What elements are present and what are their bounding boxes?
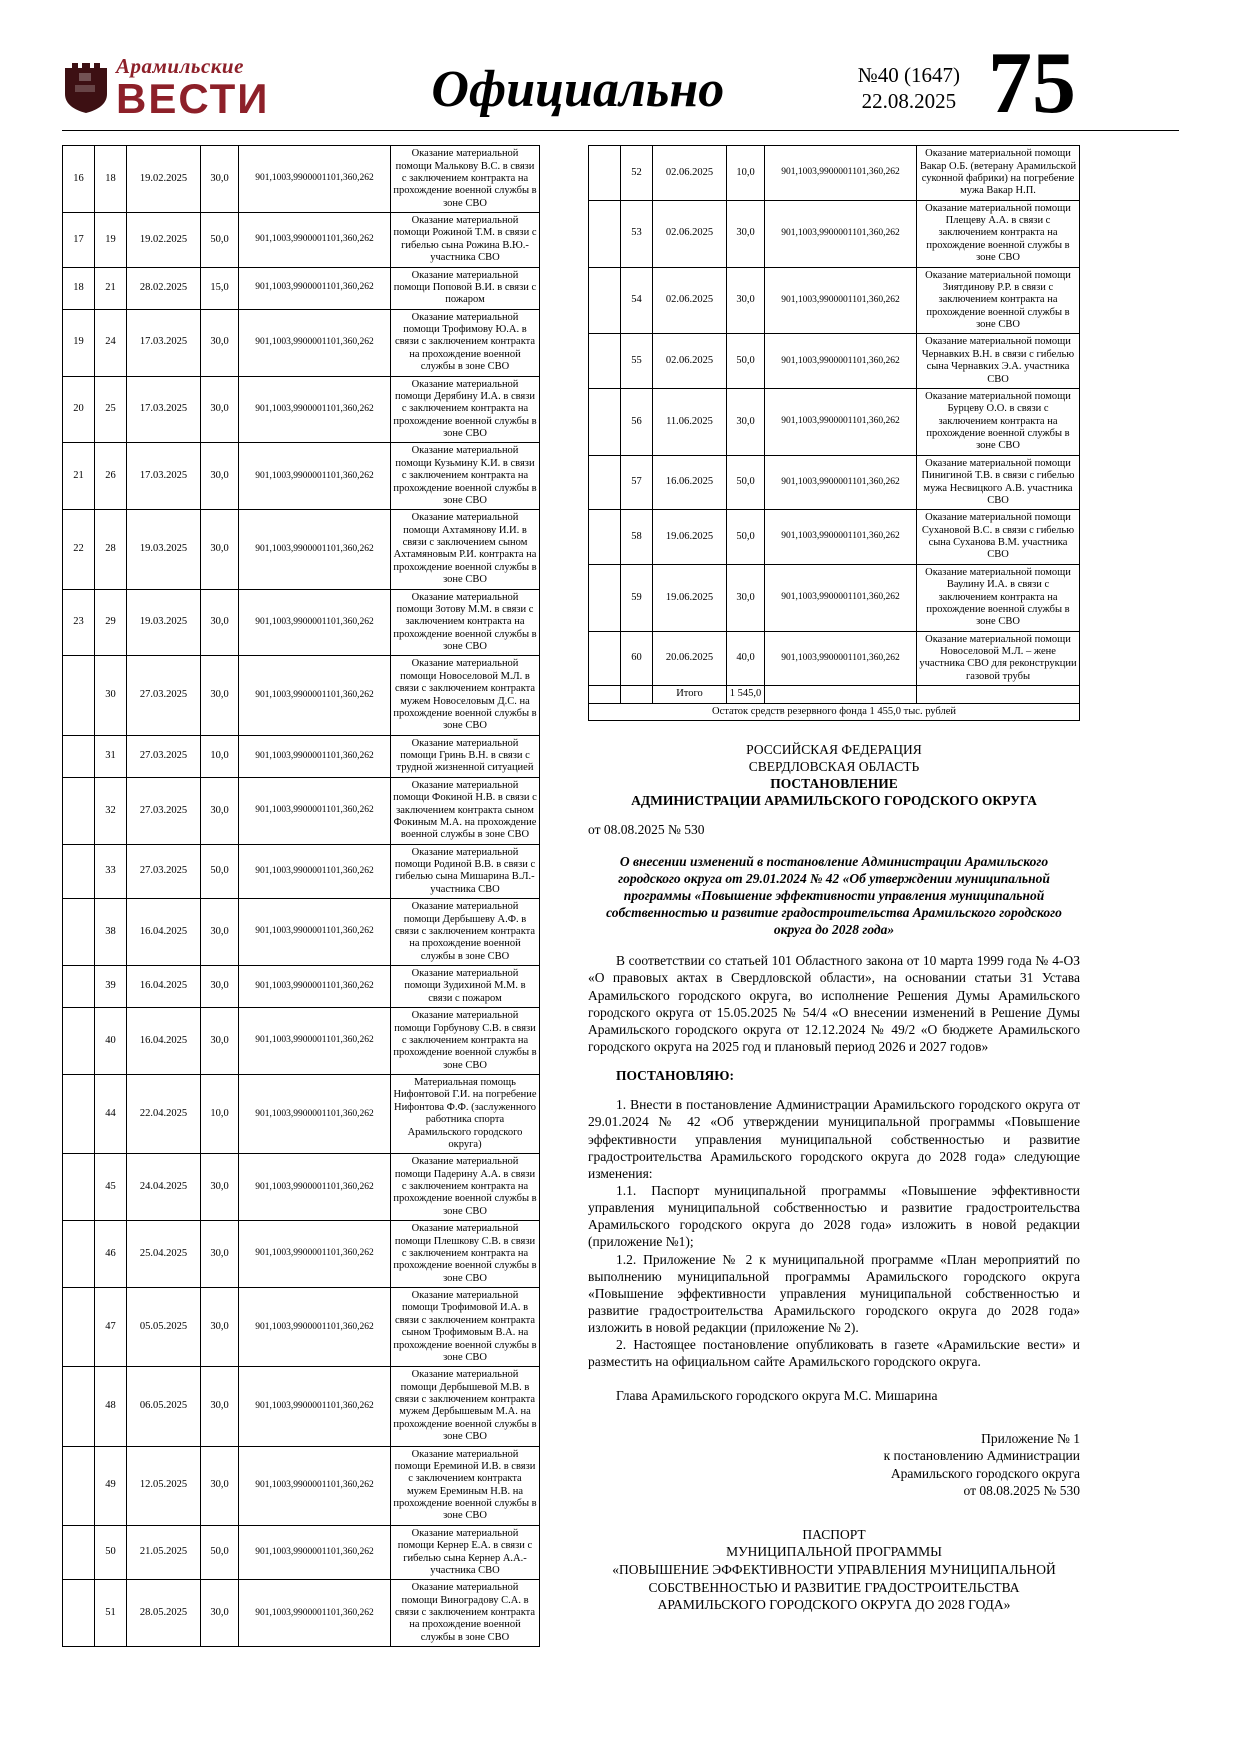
cell-desc: Оказание материальной помощи Ереминой И.В. в связи с заключением контракта мужем Ереминым Н.В. на прохождение военной службы в зоне СВО: [391, 1446, 540, 1525]
cell-desc: Оказание материальной помощи Падерину А.А. в связи с заключением контракта на прохождение военной службы в зоне СВО: [391, 1154, 540, 1221]
cell-desc: Оказание материальной помощи Плещеву А.А. в связи с заключением контракта на прохождение военной службы в зоне СВО: [917, 200, 1080, 267]
table-row: [63, 966, 540, 1008]
cell-amount: 30,0: [201, 1154, 239, 1221]
cell-desc: Оказание материальной помощи Горбунову С.В. в связи с заключением контракта на прохождение военной службы в зоне СВО: [391, 1008, 540, 1075]
passport-line: АРАМИЛЬСКОГО ГОРОДСКОГО ОКРУГА ДО 2028 ГОДА»: [657, 1597, 1011, 1613]
cell-date: 19.03.2025: [127, 510, 201, 589]
table-row: [63, 1367, 540, 1446]
cell-amount: 30,0: [201, 966, 239, 1008]
cell-amount: 30,0: [201, 146, 239, 213]
cell-code: 901,1003,9900001101,360,262: [765, 510, 917, 565]
cell-n2: 56: [621, 388, 653, 455]
cell-amount: 30,0: [201, 589, 239, 656]
cell-amount: 30,0: [201, 1008, 239, 1075]
cell-n1: [63, 1075, 95, 1154]
cell-code: 901,1003,9900001101,360,262: [239, 443, 391, 510]
cell-desc: Материальная помощь Нифонтовой Г.И. на погребение Нифонтова Ф.Ф. (заслуженного работника спорта Арамильского городского округа): [391, 1075, 540, 1154]
cell-amount: 30,0: [201, 309, 239, 376]
cell-date: 22.04.2025: [127, 1075, 201, 1154]
cell-n2: 29: [95, 589, 127, 656]
table-row: [589, 267, 1080, 334]
cell-n2: 51: [95, 1580, 127, 1647]
cell-code: 901,1003,9900001101,360,262: [239, 1221, 391, 1288]
cell-code: 901,1003,9900001101,360,262: [239, 267, 391, 309]
cell-n2: 39: [95, 966, 127, 1008]
decree-resolve-label: ПОСТАНОВЛЯЮ:: [616, 1068, 734, 1084]
cell-date: 16.04.2025: [127, 899, 201, 966]
annex-line: от 08.08.2025 № 530: [963, 1483, 1080, 1499]
cell-date: 20.06.2025: [653, 631, 727, 686]
decree-date-line: от 08.08.2025 № 530: [588, 822, 705, 838]
cell-date: 02.06.2025: [653, 267, 727, 334]
decree-paragraph: 2. Настоящее постановление опубликовать в газете «Арамильские вести» и разместить на официальном сайте Арамильского городского округа.: [588, 1337, 1080, 1370]
cell-code: 901,1003,9900001101,360,262: [765, 564, 917, 631]
cell-amount: 10,0: [727, 146, 765, 201]
cell-amount: 50,0: [727, 455, 765, 510]
cell-desc: Оказание материальной помощи Чернавких В.Н. в связи с гибелью сына Чернавких Э.А. участника СВО: [917, 334, 1080, 389]
cell-amount: 50,0: [727, 334, 765, 389]
total-empty-cell: [917, 686, 1080, 703]
table-row: [63, 376, 540, 443]
cell-n1: [63, 1446, 95, 1525]
decree-heading: [588, 741, 1080, 810]
cell-date: 28.02.2025: [127, 267, 201, 309]
masthead: [0, 35, 1241, 132]
cell-desc: Оказание материальной помощи Рожиной Т.М. в связи с гибелью сына Рожина В.Ю.- участника СВО: [391, 213, 540, 268]
cell-date: 06.05.2025: [127, 1367, 201, 1446]
cell-n1: [63, 1580, 95, 1647]
cell-n2: 57: [621, 455, 653, 510]
cell-n1: [589, 200, 621, 267]
cell-n1: [589, 564, 621, 631]
cell-desc: Оказание материальной помощи Кузьмину К.И. в связи с заключением контракта на прохождение военной службы в зоне СВО: [391, 443, 540, 510]
cell-n1: [63, 1367, 95, 1446]
right-column: [588, 145, 1080, 1613]
cell-amount: 30,0: [201, 1288, 239, 1367]
cell-code: 901,1003,9900001101,360,262: [765, 200, 917, 267]
table-row: [589, 631, 1080, 686]
cell-code: 901,1003,9900001101,360,262: [239, 309, 391, 376]
cell-n2: 40: [95, 1008, 127, 1075]
cell-amount: 30,0: [201, 443, 239, 510]
cell-desc: Оказание материальной помощи Виноградову С.А. в связи с заключением контракта на прохождение военной службы в зоне СВО: [391, 1580, 540, 1647]
table-row: [63, 656, 540, 735]
table-row: [589, 510, 1080, 565]
cell-date: 19.06.2025: [653, 564, 727, 631]
cell-n2: 60: [621, 631, 653, 686]
cell-n2: 49: [95, 1446, 127, 1525]
cell-desc: Оказание материальной помощи Зиятдинову Р.Р. в связи с заключением контракта на прохождение военной службы в зоне СВО: [917, 267, 1080, 334]
cell-desc: Оказание материальной помощи Новоселовой М.Л. – жене участника СВО для реконструкции газовой трубы: [917, 631, 1080, 686]
cell-n2: 53: [621, 200, 653, 267]
cell-amount: 30,0: [201, 1221, 239, 1288]
table-row: [63, 844, 540, 899]
cell-desc: Оказание материальной помощи Дербышеву А.Ф. в связи с заключением контракта на прохождение военной службы в зоне СВО: [391, 899, 540, 966]
total-value: 1 545,0: [727, 686, 765, 703]
cell-n2: 58: [621, 510, 653, 565]
decree-paragraph: 1. Внести в постановление Администрации Арамильского городского округа от 29.01.2024 № 42 «Об утверждении муниципальной программы «Повышение эффективности управления муниципальной собственностью и развитие градостроительства Арамильского городского округа до 2028 года» следующие изменения:: [588, 1097, 1080, 1181]
cell-desc: Оказание материальной помощи Бурцеву О.О. в связи с заключением контракта на прохождение военной службы в зоне СВО: [917, 388, 1080, 455]
cell-date: 24.04.2025: [127, 1154, 201, 1221]
cell-code: 901,1003,9900001101,360,262: [765, 631, 917, 686]
cell-n1: 21: [63, 443, 95, 510]
table-row: [63, 1580, 540, 1647]
cell-desc: Оказание материальной помощи Малькову В.С. в связи с заключением контракта на прохождение военной службы в зоне СВО: [391, 146, 540, 213]
table-row: [589, 146, 1080, 201]
cell-code: 901,1003,9900001101,360,262: [239, 589, 391, 656]
content-columns: [0, 145, 1241, 1647]
cell-date: 19.02.2025: [127, 213, 201, 268]
brand-name-bottom: ВЕСТИ: [116, 75, 270, 123]
passport-line: МУНИЦИПАЛЬНОЙ ПРОГРАММЫ: [726, 1544, 942, 1560]
table-row: [63, 777, 540, 844]
cell-code: 901,1003,9900001101,360,262: [239, 1008, 391, 1075]
cell-n2: 32: [95, 777, 127, 844]
cell-amount: 50,0: [201, 1525, 239, 1580]
table-row: [63, 1525, 540, 1580]
cell-code: 901,1003,9900001101,360,262: [239, 966, 391, 1008]
payments-table-right: [588, 145, 1080, 721]
cell-date: 25.04.2025: [127, 1221, 201, 1288]
decree-preamble: В соответствии со статьей 101 Областного закона от 10 марта 1999 года № 4-ОЗ «О правовых актах в Свердловской области», на основании статьи 31 Устава Арамильского городского округа, во исполнение Решения Думы Арамильского городского округа от 15.05.2025 № 54/4 «О внесении изменений в Решение Думы Арамильского городского округа от 12.12.2024 № 49/2 «О бюджете Арамильского городского округа на 2025 год и плановый период 2026 и 2027 годов»: [588, 953, 1080, 1055]
cell-date: 16.06.2025: [653, 455, 727, 510]
table-row: [589, 455, 1080, 510]
cell-date: 02.06.2025: [653, 146, 727, 201]
cell-n2: 28: [95, 510, 127, 589]
cell-desc: Оказание материальной помощи Трофимову Ю.А. в связи с заключением контракта на прохождение военной службы в зоне СВО: [391, 309, 540, 376]
cell-date: 28.05.2025: [127, 1580, 201, 1647]
cell-code: 901,1003,9900001101,360,262: [239, 777, 391, 844]
cell-code: 901,1003,9900001101,360,262: [765, 267, 917, 334]
decree-heading-line: АДМИНИСТРАЦИИ АРАМИЛЬСКОГО ГОРОДСКОГО ОКРУГА: [631, 793, 1037, 809]
cell-date: 16.04.2025: [127, 1008, 201, 1075]
table-row: [589, 200, 1080, 267]
table-row: [63, 1075, 540, 1154]
cell-n2: 26: [95, 443, 127, 510]
cell-amount: 30,0: [727, 388, 765, 455]
cell-code: 901,1003,9900001101,360,262: [239, 1367, 391, 1446]
cell-amount: 30,0: [727, 267, 765, 334]
newspaper-brand: [62, 54, 298, 123]
cell-n2: 24: [95, 309, 127, 376]
table-row: [589, 564, 1080, 631]
payments-table-summary: [589, 686, 1080, 721]
table-row: [63, 899, 540, 966]
table-row: [63, 1288, 540, 1367]
cell-n2: 52: [621, 146, 653, 201]
cell-amount: 30,0: [727, 564, 765, 631]
cell-code: 901,1003,9900001101,360,262: [765, 334, 917, 389]
cell-amount: 30,0: [201, 656, 239, 735]
cell-n1: 17: [63, 213, 95, 268]
cell-code: 901,1003,9900001101,360,262: [239, 1288, 391, 1367]
cell-n1: [63, 777, 95, 844]
decree-heading-line: СВЕРДЛОВСКАЯ ОБЛАСТЬ: [748, 759, 920, 775]
cell-n1: [63, 1154, 95, 1221]
payments-table-right-body: [589, 146, 1080, 686]
cell-amount: 50,0: [201, 213, 239, 268]
cell-n2: 46: [95, 1221, 127, 1288]
cell-n1: 23: [63, 589, 95, 656]
cell-date: 11.06.2025: [653, 388, 727, 455]
total-empty-cell: [589, 686, 621, 703]
total-row: [589, 686, 1080, 703]
cell-n2: 59: [621, 564, 653, 631]
cell-code: 901,1003,9900001101,360,262: [239, 735, 391, 777]
cell-n2: 47: [95, 1288, 127, 1367]
cell-n2: 19: [95, 213, 127, 268]
cell-n2: 38: [95, 899, 127, 966]
decree-heading-line: ПОСТАНОВЛЕНИЕ: [770, 776, 898, 792]
cell-desc: Оказание материальной помощи Трофимовой И.А. в связи с заключением контракта сыном Трофимовым В.А. на прохождение военной службы в зоне СВО: [391, 1288, 540, 1367]
cell-amount: 10,0: [201, 735, 239, 777]
decree-heading-line: РОССИЙСКАЯ ФЕДЕРАЦИЯ: [746, 741, 922, 757]
cell-n2: 50: [95, 1525, 127, 1580]
table-row: [63, 1221, 540, 1288]
cell-desc: Оказание материальной помощи Зудихиной М.М. в связи с пожаром: [391, 966, 540, 1008]
total-label: Итого: [653, 686, 727, 703]
cell-code: 901,1003,9900001101,360,262: [239, 899, 391, 966]
cell-code: 901,1003,9900001101,360,262: [765, 146, 917, 201]
cell-amount: 30,0: [201, 510, 239, 589]
cell-desc: Оказание материальной помощи Ваулину И.А. в связи с заключением контракта на прохождение военной службы в зоне СВО: [917, 564, 1080, 631]
cell-n1: [589, 146, 621, 201]
cell-code: 901,1003,9900001101,360,262: [765, 388, 917, 455]
annex-line: к постановлению Администрации: [883, 1448, 1080, 1464]
table-row: [589, 334, 1080, 389]
cell-n1: [589, 388, 621, 455]
section-title: Официально: [431, 61, 725, 119]
decree-document: [588, 741, 1080, 1614]
cell-n2: 45: [95, 1154, 127, 1221]
cell-n1: [63, 656, 95, 735]
cell-desc: Оказание материальной помощи Фокиной Н.В. в связи с заключением контракта сыном Фокиным М.А. на прохождение военной службы в зоне СВО: [391, 777, 540, 844]
cell-n1: [589, 455, 621, 510]
left-column: [62, 145, 540, 1647]
cell-amount: 30,0: [201, 1446, 239, 1525]
cell-date: 19.06.2025: [653, 510, 727, 565]
cell-date: 02.06.2025: [653, 334, 727, 389]
annex-block: [588, 1430, 1080, 1500]
cell-desc: Оказание материальной помощи Кернер Е.А. в связи с гибелью сына Кернер А.А.- участника СВО: [391, 1525, 540, 1580]
table-row: [63, 443, 540, 510]
cell-date: 12.05.2025: [127, 1446, 201, 1525]
cell-n1: [63, 1525, 95, 1580]
total-empty-cell: [621, 686, 653, 703]
cell-n2: 18: [95, 146, 127, 213]
reserve-note-row: [589, 703, 1080, 720]
cell-n2: 25: [95, 376, 127, 443]
cell-n1: [63, 1008, 95, 1075]
cell-desc: Оказание материальной помощи Зотову М.М. в связи с заключением контракта на прохождение военной службы в зоне СВО: [391, 589, 540, 656]
cell-date: 27.03.2025: [127, 735, 201, 777]
city-emblem-icon: [62, 61, 108, 115]
cell-n1: [63, 1288, 95, 1367]
table-row: [63, 146, 540, 213]
cell-desc: Оказание материальной помощи Плешкову С.В. в связи с заключением контракта на прохождение военной службы в зоне СВО: [391, 1221, 540, 1288]
cell-date: 21.05.2025: [127, 1525, 201, 1580]
table-row: [63, 1008, 540, 1075]
cell-date: 17.03.2025: [127, 443, 201, 510]
cell-amount: 30,0: [727, 200, 765, 267]
cell-code: 901,1003,9900001101,360,262: [239, 1075, 391, 1154]
cell-n1: 22: [63, 510, 95, 589]
cell-desc: Оказание материальной помощи Дерябину И.А. в связи с заключением контракта на прохождение военной службы в зоне СВО: [391, 376, 540, 443]
cell-n1: [589, 334, 621, 389]
cell-amount: 50,0: [727, 510, 765, 565]
cell-desc: Оказание материальной помощи Пинигиной Т.В. в связи с гибелью мужа Несвицкого А.В. участника СВО: [917, 455, 1080, 510]
table-row: [63, 309, 540, 376]
cell-code: 901,1003,9900001101,360,262: [239, 510, 391, 589]
table-row: [63, 510, 540, 589]
table-row: [63, 1154, 540, 1221]
cell-n2: 44: [95, 1075, 127, 1154]
cell-code: 901,1003,9900001101,360,262: [239, 1154, 391, 1221]
table-row: [63, 267, 540, 309]
cell-desc: Оказание материальной помощи Родиной В.В. в связи с гибелью сына Мишарина В.Л.- участника СВО: [391, 844, 540, 899]
cell-n1: 19: [63, 309, 95, 376]
cell-n2: 33: [95, 844, 127, 899]
decree-paragraph: 1.2. Приложение № 2 к муниципальной программе «План мероприятий по выполнению муниципальной программы Арамильского городского округа «Повышение эффективности управления муниципальной собственностью и развитие градостроительства Арамильского городского округа до 2028 года» изложить в новой редакции (приложение № 2).: [588, 1251, 1080, 1336]
cell-date: 19.02.2025: [127, 146, 201, 213]
cell-code: 901,1003,9900001101,360,262: [239, 376, 391, 443]
cell-code: 901,1003,9900001101,360,262: [765, 455, 917, 510]
passport-line: ПАСПОРТ: [802, 1526, 866, 1542]
issue-number: №40 (1647): [857, 62, 960, 87]
brand-name-top: Арамильские: [116, 54, 244, 79]
cell-n2: 21: [95, 267, 127, 309]
table-row: [63, 735, 540, 777]
cell-desc: Оказание материальной помощи Вакар О.Б. (ветерану Арамильской суконной фабрики) на погребение мужа Вакар Н.П.: [917, 146, 1080, 201]
reserve-note: Остаток средств резервного фонда 1 455,0 тыс. рублей: [589, 703, 1080, 720]
decree-signature: Глава Арамильского городского округа М.С. Мишарина: [616, 1387, 938, 1403]
cell-n1: 16: [63, 146, 95, 213]
passport-line: СОБСТВЕННОСТЬЮ И РАЗВИТИЕ ГРАДОСТРОИТЕЛЬСТВА: [648, 1579, 1020, 1595]
cell-n1: 18: [63, 267, 95, 309]
cell-desc: Оказание материальной помощи Сухановой В.С. в связи с гибелью сына Суханова В.М. участника СВО: [917, 510, 1080, 565]
cell-amount: 30,0: [201, 1367, 239, 1446]
cell-amount: 10,0: [201, 1075, 239, 1154]
annex-line: Арамильского городского округа: [890, 1465, 1080, 1481]
cell-code: 901,1003,9900001101,360,262: [239, 656, 391, 735]
decree-paragraph: 1.1. Паспорт муниципальной программы «Повышение эффективности управления муниципальной собственностью и развитие градостроительства Арамильского городского округа до 2028 года» изложить в новой редакции (приложение №1);: [588, 1183, 1080, 1250]
table-row: [63, 1446, 540, 1525]
cell-code: 901,1003,9900001101,360,262: [239, 213, 391, 268]
cell-amount: 30,0: [201, 1580, 239, 1647]
payments-table-left: [62, 145, 540, 1647]
issue-info: [858, 62, 960, 121]
cell-desc: Оказание материальной помощи Новоселовой М.Л. в связи с заключением контракта мужем Новоселовым Д.С. на прохождение военной службы в зоне СВО: [391, 656, 540, 735]
cell-amount: 30,0: [201, 899, 239, 966]
issue-date: 22.08.2025: [861, 88, 957, 113]
cell-date: 27.03.2025: [127, 777, 201, 844]
cell-n1: 20: [63, 376, 95, 443]
cell-desc: Оказание материальной помощи Дербышевой М.В. в связи с заключением контракта мужем Дербышевым М.А. на прохождение военной службы в зоне СВО: [391, 1367, 540, 1446]
cell-n1: [63, 844, 95, 899]
cell-amount: 15,0: [201, 267, 239, 309]
cell-date: 27.03.2025: [127, 844, 201, 899]
table-row: [589, 388, 1080, 455]
cell-n1: [63, 899, 95, 966]
cell-date: 17.03.2025: [127, 309, 201, 376]
payments-table-left-body: [63, 146, 540, 1647]
page-number: 75: [988, 35, 1076, 132]
cell-date: 05.05.2025: [127, 1288, 201, 1367]
cell-code: 901,1003,9900001101,360,262: [239, 1580, 391, 1647]
cell-desc: Оказание материальной помощи Гринь В.Н. в связи с трудной жизненной ситуацией: [391, 735, 540, 777]
cell-n1: [63, 735, 95, 777]
table-row: [63, 589, 540, 656]
cell-code: 901,1003,9900001101,360,262: [239, 1446, 391, 1525]
cell-date: 16.04.2025: [127, 966, 201, 1008]
cell-desc: Оказание материальной помощи Поповой В.И. в связи с пожаром: [391, 267, 540, 309]
passport-line: «ПОВЫШЕНИЕ ЭФФЕКТИВНОСТИ УПРАВЛЕНИЯ МУНИЦИПАЛЬНОЙ: [612, 1561, 1056, 1577]
cell-date: 27.03.2025: [127, 656, 201, 735]
table-row: [63, 213, 540, 268]
cell-n1: [589, 267, 621, 334]
cell-n2: 54: [621, 267, 653, 334]
cell-amount: 50,0: [201, 844, 239, 899]
cell-desc: Оказание материальной помощи Ахтамянову И.И. в связи с заключением сыном Ахтамяновым Р.И. контракта на прохождение военной службы в зоне СВО: [391, 510, 540, 589]
cell-date: 02.06.2025: [653, 200, 727, 267]
passport-block: [588, 1526, 1080, 1614]
brand-text: [116, 54, 270, 123]
cell-n1: [589, 631, 621, 686]
annex-line: Приложение № 1: [981, 1430, 1080, 1446]
cell-date: 19.03.2025: [127, 589, 201, 656]
total-empty-cell: [765, 686, 917, 703]
cell-n1: [63, 1221, 95, 1288]
cell-n1: [63, 966, 95, 1008]
cell-amount: 40,0: [727, 631, 765, 686]
cell-code: 901,1003,9900001101,360,262: [239, 146, 391, 213]
cell-n1: [589, 510, 621, 565]
cell-n2: 55: [621, 334, 653, 389]
cell-n2: 48: [95, 1367, 127, 1446]
cell-code: 901,1003,9900001101,360,262: [239, 844, 391, 899]
decree-title: О внесении изменений в постановление Администрации Арамильского городского округа от 29.01.2024 № 42 «Об утверждении муниципальной программы «Повышение эффективности управления муниципальной собственностью и развитие градостроительства Арамильского городского округа до 2028 года»: [606, 853, 1062, 938]
cell-n2: 31: [95, 735, 127, 777]
cell-amount: 30,0: [201, 376, 239, 443]
cell-code: 901,1003,9900001101,360,262: [239, 1525, 391, 1580]
cell-amount: 30,0: [201, 777, 239, 844]
cell-n2: 30: [95, 656, 127, 735]
cell-date: 17.03.2025: [127, 376, 201, 443]
